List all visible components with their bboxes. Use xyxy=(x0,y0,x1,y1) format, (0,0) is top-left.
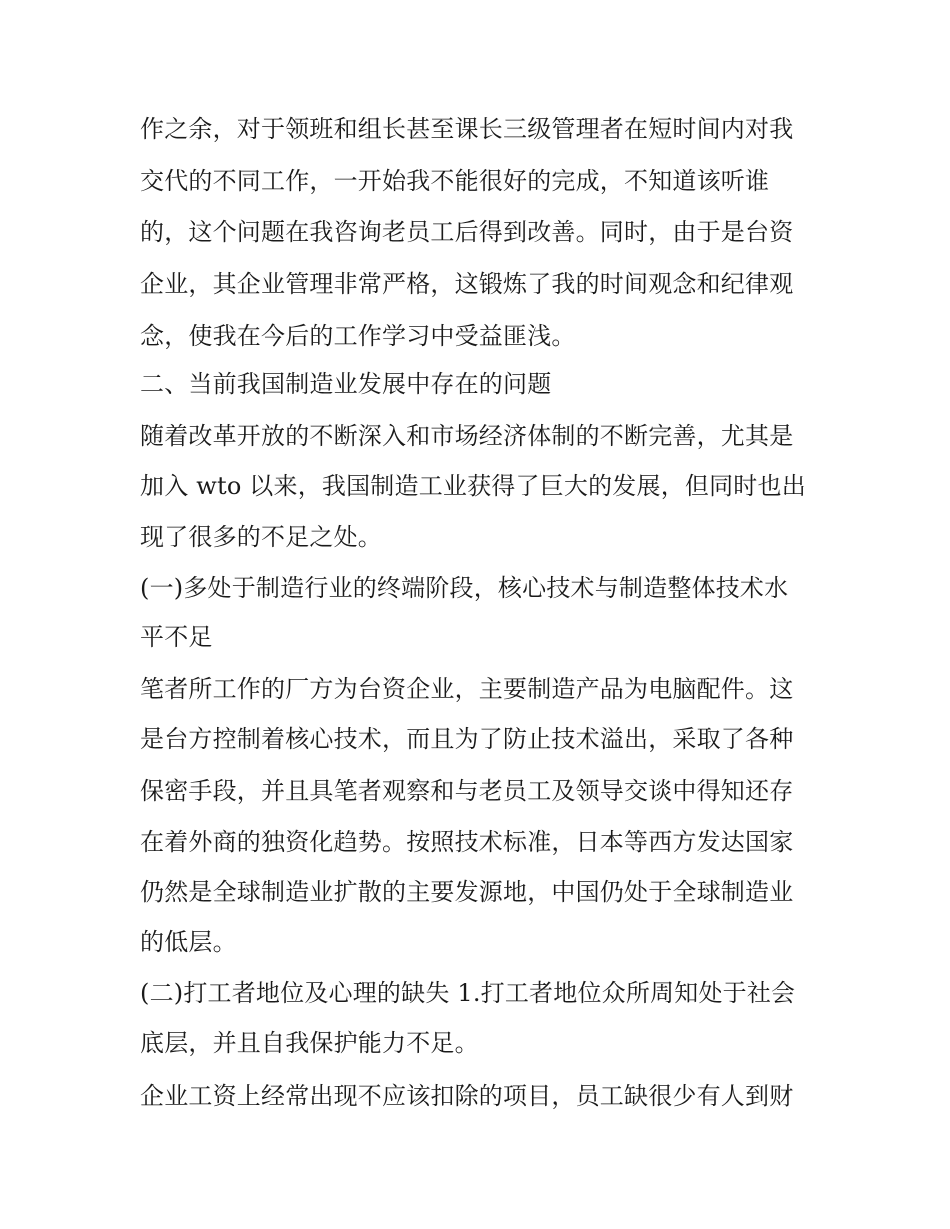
text-line: 是台方控制着核心技术，而且为了防止技术溢出，采取了各种 xyxy=(140,725,794,753)
text-line: 的低层。 xyxy=(140,928,237,956)
section-heading: 二、当前我国制造业发展中存在的问题 xyxy=(140,370,552,398)
text-line: 仍然是全球制造业扩散的主要发源地，中国仍处于全球制造业 xyxy=(140,878,794,906)
text-line: 随着改革开放的不断深入和市场经济体制的不断完善，尤其是 xyxy=(140,422,794,450)
text-line: 加入 wto 以来，我国制造工业获得了巨大的发展，但同时也出 xyxy=(140,472,806,500)
text-line: 现了很多的不足之处。 xyxy=(140,523,382,551)
text-line: 作之余，对于领班和组长甚至课长三级管理者在短时间内对我 xyxy=(140,115,794,143)
subsection-heading: (一)多处于制造行业的终端阶段，核心技术与制造整体技术水 xyxy=(140,574,789,602)
text-line: 笔者所工作的厂方为台资企业，主要制造产品为电脑配件。这 xyxy=(140,675,794,703)
text-line: 念，使我在今后的工作学习中受益匪浅。 xyxy=(140,322,576,350)
subsection-heading: 平不足 xyxy=(140,623,213,651)
text-line: 企业，其企业管理非常严格，这锻炼了我的时间观念和纪律观 xyxy=(140,270,794,298)
text-line: 企业工资上经常出现不应该扣除的项目，员工缺很少有人到财 xyxy=(140,1082,794,1110)
subsection-heading: (二)打工者地位及心理的缺失 1.打工者地位众所周知处于社会 xyxy=(140,979,796,1007)
text-line: 交代的不同工作，一开始我不能很好的完成，不知道该听谁 xyxy=(140,167,770,195)
text-line: 保密手段，并且具笔者观察和与老员工及领导交谈中得知还存 xyxy=(140,777,794,805)
text-line: 底层，并且自我保护能力不足。 xyxy=(140,1029,479,1057)
text-line: 的，这个问题在我咨询老员工后得到改善。同时，由于是台资 xyxy=(140,218,794,246)
text-line: 在着外商的独资化趋势。按照技术标准，日本等西方发达国家 xyxy=(140,828,794,856)
